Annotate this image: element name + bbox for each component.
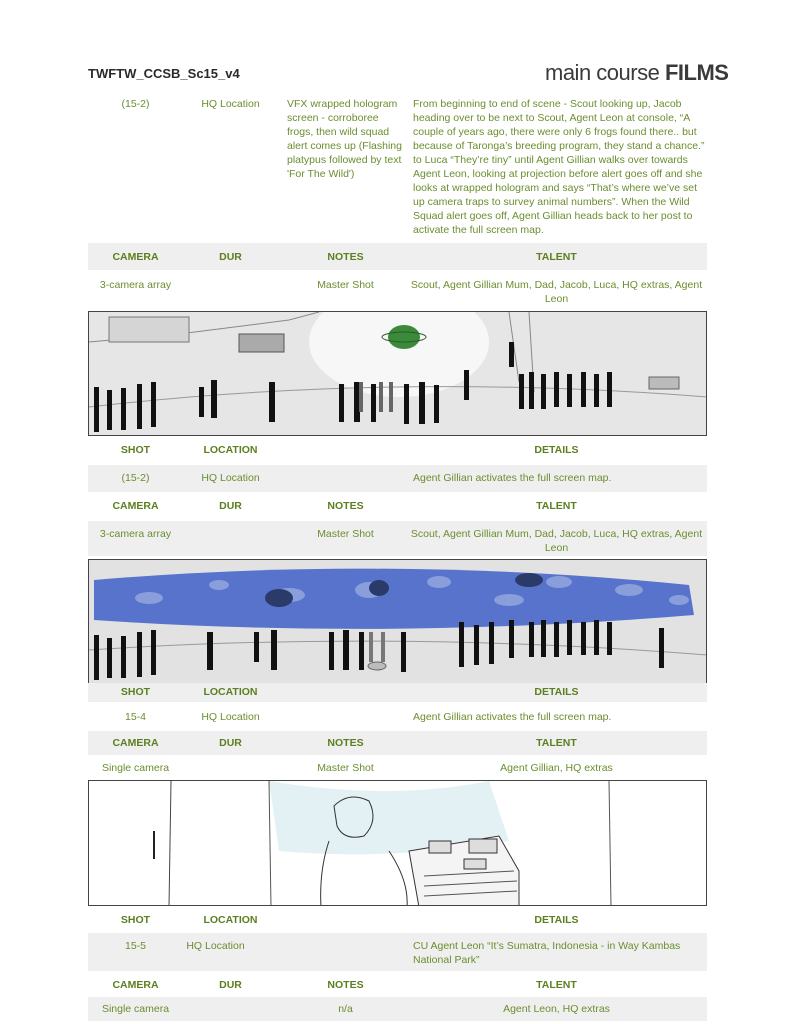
camera-label: CAMERA <box>112 979 159 991</box>
talent-value: Agent Gillian, HQ extras <box>500 762 613 774</box>
shot-row <box>88 465 707 492</box>
talent-label: TALENT <box>536 737 577 749</box>
shot-location: HQ Location <box>186 940 245 952</box>
camera-value: 3-camera array <box>99 528 172 540</box>
camera-label: CAMERA <box>112 737 159 749</box>
shot-details: Agent Gillian activates the full screen map. <box>413 472 612 484</box>
shot-number: (15-2) <box>121 472 150 484</box>
camera-value: Single camera <box>101 1003 170 1015</box>
dur-label: DUR <box>219 251 242 263</box>
brand-name: main course <box>545 60 660 85</box>
shot-location: HQ Location <box>201 98 260 110</box>
notes-label: NOTES <box>327 737 364 749</box>
talent-label: TALENT <box>536 979 577 991</box>
talent-label: TALENT <box>536 251 577 263</box>
talent-value: Agent Leon, HQ extras <box>503 1003 610 1015</box>
notes-value: Master Shot <box>317 528 374 540</box>
storyboard-frame <box>88 311 707 436</box>
shot-location: HQ Location <box>201 711 260 723</box>
dur-label: DUR <box>219 500 242 512</box>
location-label: LOCATION <box>203 444 258 456</box>
shot-header-row <box>88 440 707 460</box>
location-label: LOCATION <box>203 914 258 926</box>
shot-header-row <box>88 683 707 702</box>
storyboard-frame <box>88 559 707 685</box>
shot-number: 15-4 <box>124 711 146 723</box>
notes-label: NOTES <box>327 251 364 263</box>
camera-header-row <box>88 496 707 516</box>
shot-label: SHOT <box>120 686 151 698</box>
shot-row <box>88 97 707 239</box>
camera-value: Single camera <box>101 762 170 774</box>
notes-value: Master Shot <box>317 279 374 291</box>
dur-label: DUR <box>219 737 242 749</box>
camera-row <box>88 278 707 308</box>
talent-value: Scout, Agent Gillian Mum, Dad, Jacob, Luca, HQ extras, Agent Leon <box>410 279 703 305</box>
details-label: DETAILS <box>534 914 579 926</box>
camera-row <box>88 758 707 778</box>
storyboard-frame <box>88 780 707 906</box>
location-label: LOCATION <box>203 686 258 698</box>
shot-row <box>88 933 707 971</box>
talent-label: TALENT <box>536 500 577 512</box>
camera-header-row <box>88 731 707 755</box>
hologram-map-illustration <box>89 560 707 685</box>
shot-details: From beginning to end of scene - Scout looking up, Jacob heading over to be next to Scout, Agent Leon at console, “A couple of years ago, there were only 6 frogs found there.. but because of Taronga’s breeding program, they stand a chance.” to Luca “They’re tiny” until Agent Gillian walks over towards Agent Leon, looking at projection before alert goes off and she looks at wrapped hologram and says “That’s where we’ve set up camera traps to survey animal numbers”. When the Wild Squad alert goes off, Agent Gillian heads back to her post to activate the full screen map. <box>413 98 705 236</box>
brand-logo <box>545 60 728 86</box>
hq-sketch-illustration <box>89 312 707 436</box>
shot-row <box>88 705 707 729</box>
shot-label: SHOT <box>120 914 151 926</box>
brand-suffix: FILMS <box>664 60 729 85</box>
shot-header-row <box>88 910 707 930</box>
dur-label: DUR <box>219 979 242 991</box>
notes-label: NOTES <box>327 979 364 991</box>
notes-value: n/a <box>338 1003 353 1015</box>
shot-label: SHOT <box>120 444 151 456</box>
console-sketch-illustration <box>89 781 707 906</box>
shot-details: Agent Gillian activates the full screen map. <box>413 711 612 723</box>
shot-number: (15-2) <box>121 98 150 110</box>
details-label: DETAILS <box>534 686 579 698</box>
camera-value: 3-camera array <box>99 279 172 291</box>
notes-label: NOTES <box>327 500 364 512</box>
camera-label: CAMERA <box>112 500 159 512</box>
document-code: TWFTW_CCSB_Sc15_v4 <box>88 66 240 81</box>
camera-header-row <box>88 975 707 995</box>
shot-details: CU Agent Leon “It’s Sumatra, Indonesia - in Way Kambas National Park” <box>413 940 681 966</box>
camera-row <box>88 997 707 1021</box>
talent-value: Scout, Agent Gillian Mum, Dad, Jacob, Luca, HQ extras, Agent Leon <box>410 528 703 554</box>
notes-value: Master Shot <box>317 762 374 774</box>
camera-row <box>88 521 707 556</box>
camera-label: CAMERA <box>112 251 159 263</box>
vfx-notes: VFX wrapped hologram screen - corroboree frogs, then wild squad alert comes up (Flashing platypus followed by text 'For The Wild') <box>287 98 402 180</box>
camera-header-row <box>88 243 707 270</box>
shot-location: HQ Location <box>201 472 260 484</box>
details-label: DETAILS <box>534 444 579 456</box>
shot-number: 15-5 <box>124 940 146 952</box>
